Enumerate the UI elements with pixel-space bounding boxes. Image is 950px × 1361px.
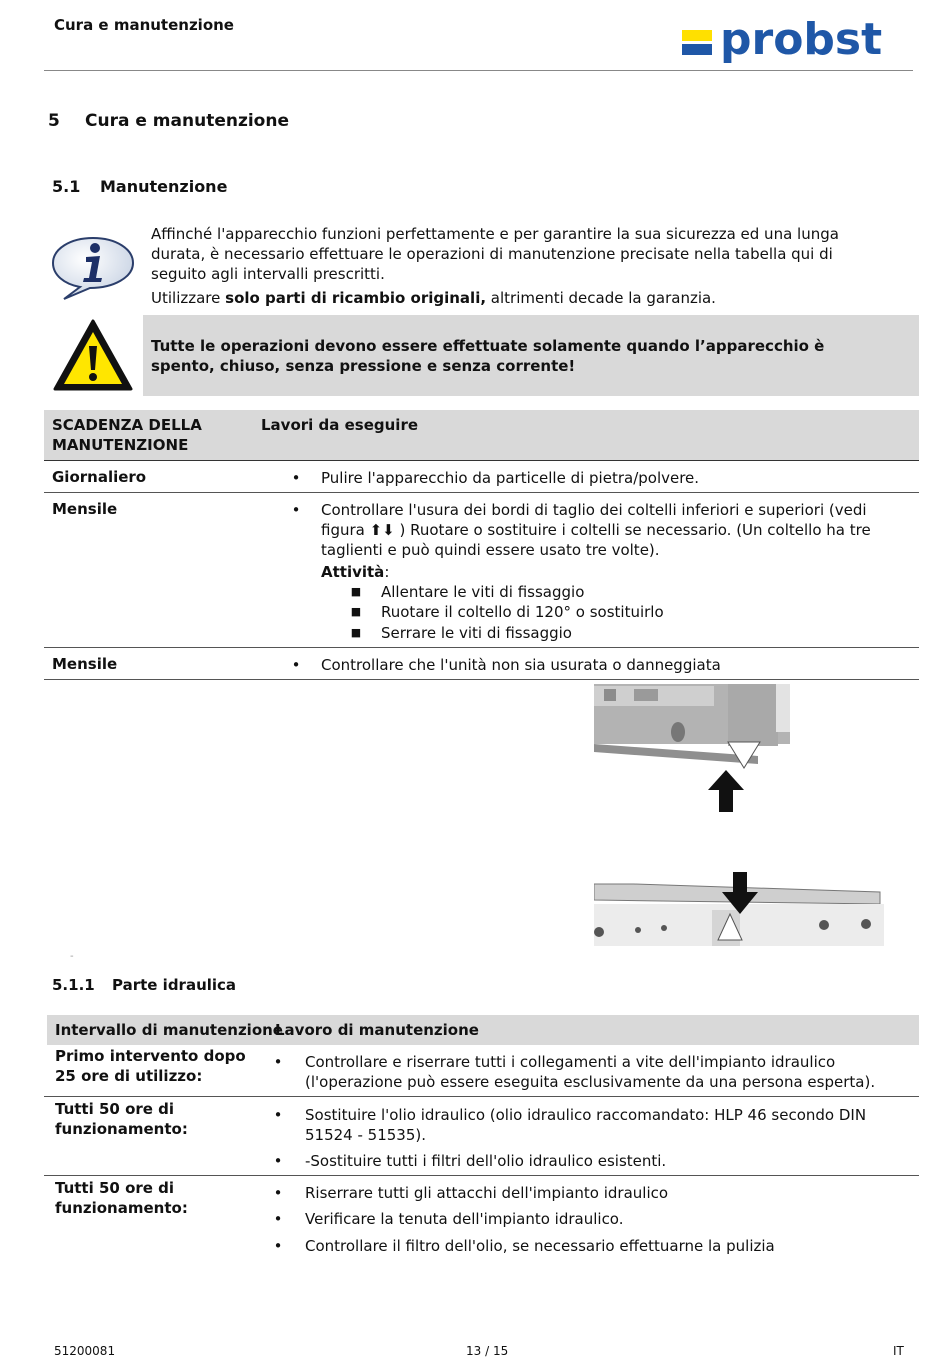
probst-logo	[680, 18, 906, 68]
spare-prefix: Utilizzare	[151, 289, 226, 307]
table1-row-label: Mensile	[52, 500, 118, 518]
info-icon	[50, 235, 136, 301]
subsubsection-number: 5.1.1	[52, 976, 95, 994]
activity-label	[321, 562, 881, 582]
row-divider	[44, 679, 919, 680]
square-bullet: ■	[350, 605, 362, 618]
table2-row-label: Tutti 50 ore di funzionamento:	[55, 1179, 188, 1217]
table1-row-label: Mensile	[52, 655, 118, 673]
bullet: •	[291, 469, 301, 487]
row-divider	[44, 1175, 919, 1176]
subsubsection-title: Parte idraulica	[112, 976, 237, 994]
footer-page: 13 / 15	[466, 1344, 509, 1358]
bullet: •	[273, 1106, 283, 1124]
table1-header-interval: SCADENZA DELLA MANUTENZIONE	[52, 416, 202, 454]
bullet: •	[291, 501, 301, 519]
stray-mark: -	[70, 951, 74, 962]
table2-row-item: Sostituire l'olio idraulico (olio idraulico raccomandato: HLP 46 secondo DIN 51524 - 51535).	[305, 1106, 867, 1144]
spare-suffix: altrimenti decade la garanzia.	[486, 289, 716, 307]
table1-row-text: Controllare che l'unità non sia usurata o danneggiata	[321, 656, 721, 674]
logo-text: probst	[720, 18, 883, 65]
row-divider	[44, 1096, 919, 1097]
knife-figure-bottom	[594, 870, 884, 946]
warning-icon	[52, 318, 134, 392]
table2-header-interval: Intervallo di manutenzione	[55, 1021, 283, 1039]
activity-step: Serrare le viti di fissaggio	[381, 624, 572, 642]
header-rule	[44, 70, 913, 71]
section-number: 5	[48, 111, 60, 131]
activity-label-bold: Attività	[321, 563, 385, 581]
knife-figure-top	[594, 684, 790, 814]
bullet: •	[273, 1053, 283, 1071]
bullet: •	[273, 1237, 283, 1255]
footer-doc-number: 51200081	[54, 1344, 116, 1358]
table1-header-work: Lavori da eseguire	[261, 416, 419, 434]
table1-row-text: Controllare l'usura dei bordi di taglio dei coltelli inferiori e superiori (vedi figura ⬆⬇ ) Ruotare o sostituire i coltelli se necessario. (Un coltello ha tre taglienti e può quindi essere usato tre volte).	[321, 501, 871, 559]
table2-row-item: -Sostituire tutti i filtri dell'olio idraulico esistenti.	[305, 1152, 667, 1170]
warning-text: Tutte le operazioni devono essere effettuate solamente quando l’apparecchio è spento, chiuso, senza pressione e senza corrente!	[151, 337, 825, 375]
footer-language: IT	[893, 1344, 904, 1358]
row-divider	[44, 647, 919, 648]
spare-parts-note	[151, 288, 891, 308]
table2-row-item: Controllare e riserrare tutti i collegamenti a vite dell'impianto idraulico (l'operazione può essere eseguita esclusivamente da una persona esperta).	[305, 1053, 876, 1091]
activity-step: Allentare le viti di fissaggio	[381, 583, 585, 601]
activity-step: Ruotare il coltello di 120° o sostituirlo	[381, 603, 664, 621]
bullet: •	[291, 656, 301, 674]
intro-text	[151, 224, 891, 308]
bullet: •	[273, 1152, 283, 1170]
table2-row-item: Riserrare tutti gli attacchi dell'impianto idraulico	[305, 1184, 669, 1202]
table2-row-item: Controllare il filtro dell'olio, se necessario effettuarne la pulizia	[305, 1237, 775, 1255]
subsection-title: Manutenzione	[100, 177, 228, 196]
intro-paragraph: Affinché l'apparecchio funzioni perfettamente e per garantire la sua sicurezza ed una lunga durata, è necessario effettuare le operazioni di manutenzione precisate nella tabella qui di seguito agli intervalli prescritti.	[151, 225, 839, 283]
bullet: •	[273, 1210, 283, 1228]
table2-header-work: Lavoro di manutenzione	[275, 1021, 479, 1039]
header-title: Cura e manutenzione	[54, 16, 234, 34]
table1-row-label: Giornaliero	[52, 468, 147, 486]
table2-row-label: Tutti 50 ore di funzionamento:	[55, 1100, 188, 1138]
table2-row-label: Primo intervento dopo 25 ore di utilizzo:	[55, 1047, 246, 1085]
table2-row-item: Verificare la tenuta dell'impianto idraulico.	[305, 1210, 624, 1228]
bullet: •	[273, 1184, 283, 1202]
activity-colon: :	[384, 563, 390, 581]
square-bullet: ■	[350, 585, 362, 598]
arrow-up-icon	[708, 770, 744, 812]
table1-row-text: Pulire l'apparecchio da particelle di pietra/polvere.	[321, 469, 700, 487]
subsection-number: 5.1	[52, 177, 81, 196]
row-divider	[44, 492, 919, 493]
section-title: Cura e manutenzione	[85, 111, 289, 131]
square-bullet: ■	[350, 626, 362, 639]
spare-bold: solo parti di ricambio originali,	[225, 289, 487, 307]
